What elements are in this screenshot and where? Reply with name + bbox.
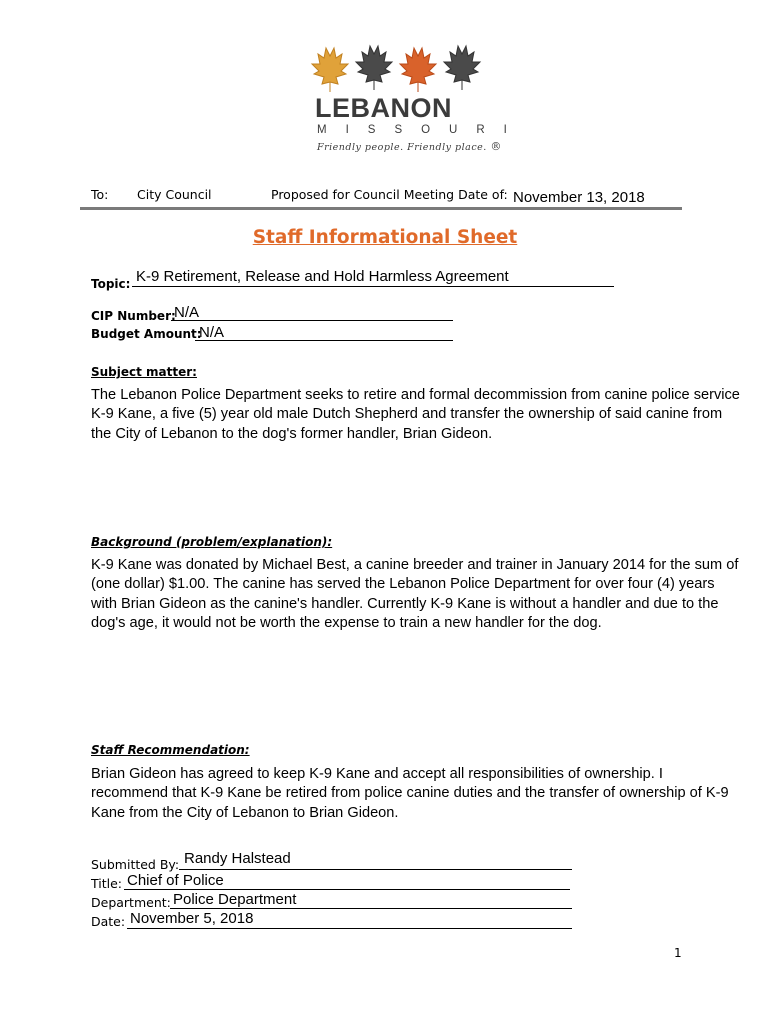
budget-underline [195, 340, 453, 341]
background-line: with Brian Gideon as the canine's handler. Currently K-9 Kane is without a handler and due to the [91, 595, 719, 612]
to-label: To: [91, 187, 109, 202]
title-label: Title: [91, 876, 122, 891]
subject-line: the City of Lebanon to the dog's former handler, Brian Gideon. [91, 425, 493, 442]
page-title-text: Staff Informational Sheet [252, 227, 518, 248]
background-paragraph [91, 556, 770, 633]
recommendation-line: Kane from the City of Lebanon to Brian Gideon. [91, 804, 399, 821]
leaf-4-icon [444, 46, 480, 90]
date-label: Date: [91, 914, 126, 929]
submitted-underline [179, 869, 572, 870]
cip-number-label: CIP Number: [91, 309, 176, 323]
subject-heading: Subject matter: [91, 365, 197, 379]
cip-number-value: N/A [174, 304, 200, 321]
topic-value: K-9 Retirement, Release and Hold Harmless Agreement [136, 268, 509, 285]
background-heading: Background (problem/explanation): [91, 535, 333, 549]
department-label: Department: [91, 895, 171, 910]
budget-amount-label: Budget Amount: [91, 327, 202, 341]
budget-amount-value: N/A [199, 324, 225, 341]
department-value: Police Department [173, 891, 297, 908]
recommendation-paragraph [91, 765, 770, 823]
meeting-date-value: November 13, 2018 [513, 189, 645, 206]
recommendation-line: Brian Gideon has agreed to keep K-9 Kane and accept all responsibilities of ownership. I [91, 766, 663, 782]
topic-underline [132, 286, 614, 287]
to-value: City Council [137, 187, 212, 202]
submitted-by-value: Randy Halstead [184, 850, 291, 867]
recommendation-heading: Staff Recommendation: [91, 743, 250, 757]
city-logo-leaves [308, 44, 484, 94]
meeting-date-label: Proposed for Council Meeting Date of: [271, 187, 508, 202]
leaf-1-icon [312, 48, 348, 92]
background-line: (one dollar) $1.00. The canine has served the Lebanon Police Department for over four (4) years [91, 576, 715, 593]
registered-mark: ® [490, 140, 502, 153]
cip-underline [171, 320, 453, 321]
background-line: K-9 Kane was donated by Michael Best, a canine breeder and trainer in January 2014 for the sum of [91, 557, 739, 573]
leaf-3-icon [400, 48, 436, 92]
logo-tagline-text: Friendly people. Friendly place. [317, 142, 487, 153]
subject-paragraph [91, 386, 770, 444]
leaf-2-icon [356, 46, 392, 90]
subject-line: The Lebanon Police Department seeks to retire and formal decommission from canine police service [91, 387, 740, 403]
header-divider [80, 207, 682, 210]
background-line: dog's age, it would not be worth the expense to train a new handler for the dog. [91, 614, 602, 631]
topic-label: Topic: [91, 277, 131, 291]
title-underline [124, 889, 570, 890]
department-underline [170, 908, 572, 909]
page-title [0, 227, 770, 248]
date-underline [127, 928, 572, 929]
logo-wordmark: LEBANON [315, 93, 452, 123]
title-value: Chief of Police [127, 872, 224, 889]
page-number: 1 [674, 946, 682, 960]
logo-state: MISSOURI [317, 124, 526, 136]
subject-line: K-9 Kane, a five (5) year old male Dutch Shepherd and transfer the ownership of said canine from [91, 406, 723, 423]
recommendation-line: recommend that K-9 Kane be retired from police canine duties and the transfer of ownership of K-9 [91, 785, 729, 802]
logo-tagline [317, 140, 502, 153]
date-value: November 5, 2018 [130, 910, 254, 927]
submitted-by-label: Submitted By: [91, 857, 180, 872]
